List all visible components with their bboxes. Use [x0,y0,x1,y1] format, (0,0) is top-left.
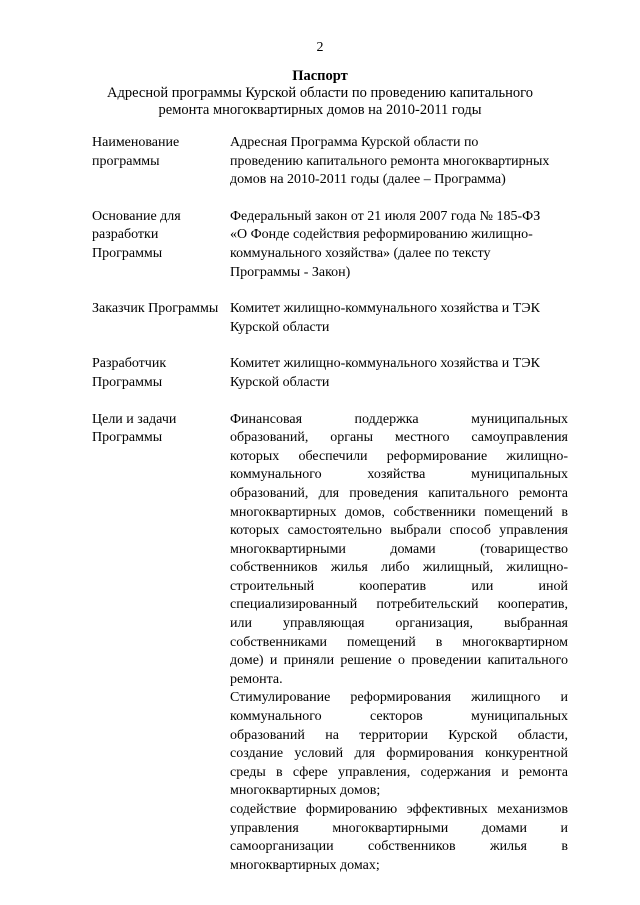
row-value [230,208,568,282]
value-line: домов на 2010-2011 годы (далее – Программа) [230,172,506,188]
row-label: Заказчик Программы [92,301,219,317]
row-gap [92,190,568,208]
value-line: Федеральный закон от 21 июля 2007 года № 185-ФЗ [230,208,541,224]
doc-subtitle: Адресной программы Курской области по проведению капитального ремонта многоквартирных домов на 2010-2011 годы [107,85,533,118]
passport-row [92,355,568,392]
row-label: Наименование программы [92,135,180,169]
value-line: которых обеспечили реформирование жилищно- [230,448,568,464]
value-line: коммунального секторов муниципальных [230,709,568,725]
row-label: Разработчик Программы [92,356,167,390]
value-line: образований, органы местного самоуправления [230,430,568,446]
value-line: Курской области [230,374,330,390]
value-line: образований, для проведения капитального ремонта [230,485,568,501]
row-gap [92,337,568,355]
value-line: многоквартирными домами (товарищество [230,541,568,557]
value-line: специализированный потребительский кооператив, [230,597,568,613]
value-line: коммунального хозяйства муниципальных [230,467,568,483]
row-value [230,300,568,337]
value-line: Комитет жилищно-коммунального хозяйства и ТЭК [230,301,540,317]
value-line: доме) и приняли решение о проведении капитального [230,653,568,669]
value-line: или управляющая организация, выбранная [230,616,568,632]
value-line: Стимулирование реформирования жилищного и [230,690,568,706]
value-line: собственниками помещений в многоквартирном [230,634,568,650]
value-line: многоквартирных домов; [230,783,381,799]
value-line: Программы - Закон) [230,264,351,280]
row-gap [92,282,568,300]
value-line: Курской области [230,319,330,335]
value-line: собственников жилья либо жилищный, жилищно- [230,560,568,576]
value-line: среды в сфере управления, содержания и ремонта [230,764,568,780]
value-line: многоквартирных домов, собственники помещений в [230,504,568,520]
passport-row [92,411,568,876]
row-value [230,411,568,876]
row-value [230,134,568,190]
value-line: содействие формированию эффективных механизмов [230,802,568,817]
value-line: образований на территории Курской области, [230,727,568,743]
value-line: Комитет жилищно-коммунального хозяйства и ТЭК [230,356,540,372]
passport-row [92,134,568,190]
title-block [60,68,580,119]
row-label: Цели и задачи Программы [92,411,177,446]
passport-table [92,134,568,875]
value-line: создание условий для формирования конкурентной [230,746,568,762]
page-number: 2 [316,40,324,55]
doc-title: Паспорт [292,68,348,84]
value-line: проведению капитального ремонта многоквартирных [230,153,550,169]
value-line: Финансовая поддержка муниципальных [230,411,568,427]
value-line: которых самостоятельно выбрали способ управления [230,523,568,539]
value-line: ремонта. [230,671,283,687]
value-line: коммунального хозяйства» (далее по тексту [230,245,491,261]
row-label: Основание для разработки Программы [92,208,181,261]
row-value [230,355,568,392]
value-line: «О Фонде содействия реформированию жилищно- [230,227,533,243]
value-line: управления многоквартирными домами и [230,820,568,836]
value-line: Адресная Программа Курской области по [230,135,479,150]
value-line: самоорганизации собственников жилья в [230,839,568,855]
value-line: строительный кооператив или иной [230,578,568,594]
passport-row [92,208,568,282]
row-gap [92,393,568,411]
value-line: многоквартирных домах; [230,857,380,873]
passport-row [92,300,568,337]
